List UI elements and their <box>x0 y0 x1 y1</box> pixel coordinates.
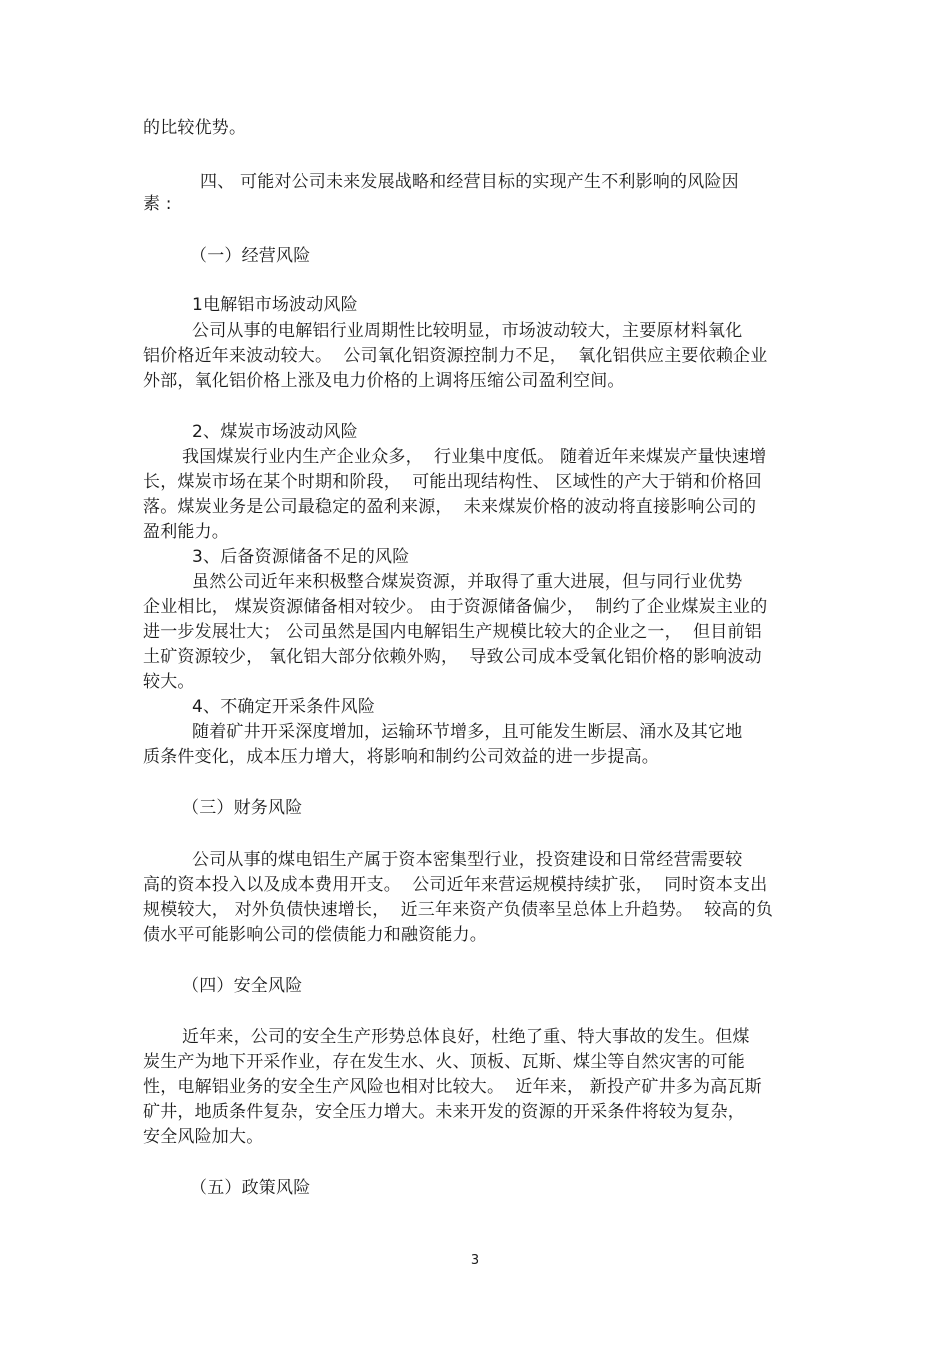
text-line: 近年来，公司的安全生产形势总体良好，杜绝了重、特大事故的发生。但煤 <box>182 1027 750 1047</box>
text-line: 外部，氧化铝价格上涨及电力价格的上调将压缩公司盈利空间。 <box>143 371 625 391</box>
subsection-heading: （三）财务风险 <box>182 798 303 818</box>
text-line: 土矿资源较少， 氧化铝大部分依赖外购， 导致公司成本受氧化铝价格的影响波动 <box>143 647 762 667</box>
text-line: 规模较大， 对外负债快速增长， 近三年来资产负债率呈总体上升趋势。 较高的负 <box>143 900 774 920</box>
item-heading: 1电解铝市场波动风险 <box>192 295 358 315</box>
section-heading: 四、 可能对公司未来发展战略和经营目标的实现产生不利影响的风险因 <box>200 172 739 192</box>
text-line: 长，煤炭市场在某个时期和阶段， 可能出现结构性、 区域性的产大于销和价格回 <box>143 472 762 492</box>
text-line: 素 : <box>143 194 172 214</box>
subsection-heading: （五）政策风险 <box>190 1178 311 1198</box>
text-line: 性，电解铝业务的安全生产风险也相对比较大。 近年来， 新投产矿井多为高瓦斯 <box>143 1077 762 1097</box>
text-line: 的比较优势。 <box>143 118 247 138</box>
text-line: 较大。 <box>143 672 195 692</box>
text-line: 公司从事的电解铝行业周期性比较明显，市场波动较大，主要原材料氧化 <box>192 321 743 341</box>
text-line: 铝价格近年来波动较大。 公司氧化铝资源控制力不足， 氧化铝供应主要依赖企业 <box>143 346 768 366</box>
text-line: 随着矿井开采深度增加，运输环节增多，且可能发生断层、涌水及其它地 <box>192 722 743 742</box>
subsection-heading: （四）安全风险 <box>182 976 303 996</box>
text-line: 安全风险加大。 <box>143 1127 264 1147</box>
text-line: 我国煤炭行业内生产企业众多， 行业集中度低。 随着近年来煤炭产量快速增 <box>182 447 767 467</box>
text-line: 矿井，地质条件复杂，安全压力增大。未来开发的资源的开采条件将较为复杂， <box>143 1102 745 1122</box>
text-line: 质条件变化，成本压力增大，将影响和制约公司效益的进一步提高。 <box>143 747 659 767</box>
text-line: 企业相比， 煤炭资源储备相对较少。 由于资源储备偏少， 制约了企业煤炭主业的 <box>143 597 768 617</box>
item-heading: 2、煤炭市场波动风险 <box>192 422 358 442</box>
text-line: 盈利能力。 <box>143 522 229 542</box>
text-line: 公司从事的煤电铝生产属于资本密集型行业，投资建设和日常经营需要较 <box>192 850 743 870</box>
text-line: 落。煤炭业务是公司最稳定的盈利来源， 未来煤炭价格的波动将直接影响公司的 <box>143 497 757 517</box>
page-number: 3 <box>470 1253 480 1268</box>
item-heading: 4、不确定开采条件风险 <box>192 697 376 717</box>
text-line: 进一步发展壮大； 公司虽然是国内电解铝生产规模比较大的企业之一， 但目前铝 <box>143 622 762 642</box>
text-line: 虽然公司近年来积极整合煤炭资源，并取得了重大进展，但与同行业优势 <box>192 572 743 592</box>
text-line: 炭生产为地下开采作业，存在发生水、火、顶板、瓦斯、煤尘等自然灾害的可能 <box>143 1052 745 1072</box>
item-heading: 3、后备资源储备不足的风险 <box>192 547 410 567</box>
text-line: 债水平可能影响公司的偿债能力和融资能力。 <box>143 925 487 945</box>
text-line: 高的资本投入以及成本费用开支。 公司近年来营运规模持续扩张， 同时资本支出 <box>143 875 768 895</box>
subsection-heading: （一）经营风险 <box>190 246 311 266</box>
